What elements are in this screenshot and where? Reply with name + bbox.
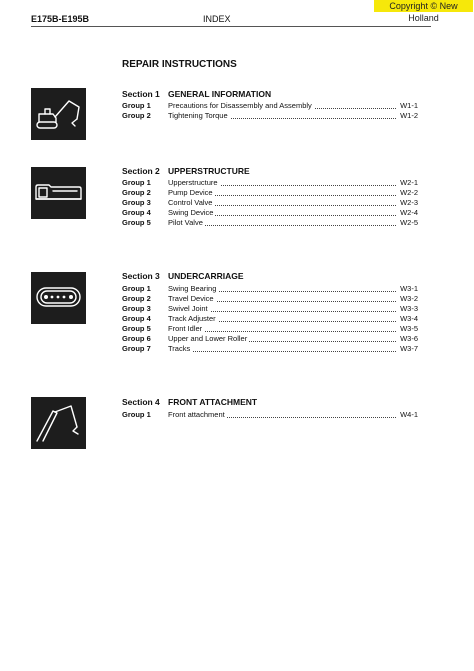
group-label: Group 5 xyxy=(122,218,151,227)
group-title: Front Idler xyxy=(168,324,203,333)
group-label: Group 1 xyxy=(122,410,151,419)
section-title: UPPERSTRUCTURE xyxy=(168,166,250,176)
section-number: Section 1 xyxy=(122,89,160,99)
toc-leader xyxy=(168,198,418,208)
toc-entry[interactable] xyxy=(122,198,418,208)
toc-leader xyxy=(168,334,418,344)
group-label: Group 1 xyxy=(122,101,151,110)
group-title: Swing Bearing xyxy=(168,284,217,293)
toc-entry[interactable] xyxy=(122,314,418,324)
toc-entry[interactable] xyxy=(122,284,418,294)
group-title: Swing Device xyxy=(168,208,214,217)
toc-entry[interactable] xyxy=(122,304,418,314)
document-model: E175B-E195B xyxy=(31,14,90,24)
group-label: Group 5 xyxy=(122,324,151,333)
section-number: Section 2 xyxy=(122,166,160,176)
group-title: Control Valve xyxy=(168,198,213,207)
group-label: Group 2 xyxy=(122,188,151,197)
toc-entry[interactable] xyxy=(122,188,418,198)
group-title: Pilot Valve xyxy=(168,218,203,227)
upperstructure-icon xyxy=(31,167,86,219)
toc-entry[interactable] xyxy=(122,294,418,304)
toc-leader xyxy=(168,208,418,218)
group-title: Pump Device xyxy=(168,188,213,197)
page-code: W3-5 xyxy=(400,324,418,333)
crawler-track-icon xyxy=(31,272,86,324)
toc-leader xyxy=(168,294,418,304)
group-title: Track Adjuster xyxy=(168,314,216,323)
group-label: Group 6 xyxy=(122,334,151,343)
toc-leader xyxy=(168,178,418,188)
toc-entry[interactable] xyxy=(122,208,418,218)
page-code: W3-7 xyxy=(400,344,418,353)
group-label: Group 3 xyxy=(122,304,151,313)
toc-leader xyxy=(168,344,418,354)
toc-leader xyxy=(168,304,418,314)
page-code: W4-1 xyxy=(400,410,418,419)
toc-entry[interactable] xyxy=(122,344,418,354)
toc-leader xyxy=(168,188,418,198)
group-label: Group 2 xyxy=(122,111,151,120)
page-code: W2-4 xyxy=(400,208,418,217)
group-label: Group 1 xyxy=(122,178,151,187)
boom-arm-icon xyxy=(31,397,86,449)
page-code: W3-6 xyxy=(400,334,418,343)
toc-entry[interactable] xyxy=(122,218,418,228)
page-code: W3-4 xyxy=(400,314,418,323)
section-title: UNDERCARRIAGE xyxy=(168,271,244,281)
group-label: Group 3 xyxy=(122,198,151,207)
toc-entry[interactable] xyxy=(122,334,418,344)
toc-leader xyxy=(168,218,418,228)
section-number: Section 3 xyxy=(122,271,160,281)
group-title: Tracks xyxy=(168,344,191,353)
group-label: Group 2 xyxy=(122,294,151,303)
page-code: W3-1 xyxy=(400,284,418,293)
group-title: Front attachment xyxy=(168,410,225,419)
section-number: Section 4 xyxy=(122,397,160,407)
page-code: W2-3 xyxy=(400,198,418,207)
group-title: Tightening Torque xyxy=(168,111,228,120)
excavator-side-icon xyxy=(31,88,86,140)
toc-leader xyxy=(168,101,418,111)
toc-entry[interactable] xyxy=(122,410,418,420)
page-code: W2-5 xyxy=(400,218,418,227)
toc-entry[interactable] xyxy=(122,111,418,121)
toc-leader xyxy=(168,284,418,294)
toc-entry[interactable] xyxy=(122,324,418,334)
toc-leader xyxy=(168,314,418,324)
group-label: Group 4 xyxy=(122,314,151,323)
group-label: Group 1 xyxy=(122,284,151,293)
toc-leader xyxy=(168,410,418,420)
copyright-watermark: Copyright © New Holland xyxy=(374,0,473,12)
section-title: FRONT ATTACHMENT xyxy=(168,397,258,407)
toc-entry[interactable] xyxy=(122,178,418,188)
page-code: W3-2 xyxy=(400,294,418,303)
group-title: Upperstructure xyxy=(168,178,218,187)
group-label: Group 4 xyxy=(122,208,151,217)
page-title: REPAIR INSTRUCTIONS xyxy=(122,59,237,70)
page-code: W1-2 xyxy=(400,111,418,120)
page-code: W2-2 xyxy=(400,188,418,197)
group-title: Upper and Lower Roller xyxy=(168,334,248,343)
group-title: Travel Device xyxy=(168,294,214,303)
group-label: Group 7 xyxy=(122,344,151,353)
document-index-title: INDEX xyxy=(203,14,231,24)
page-code: W3-3 xyxy=(400,304,418,313)
header-divider xyxy=(31,26,431,27)
page-code: W1-1 xyxy=(400,101,418,110)
toc-entry[interactable] xyxy=(122,101,418,111)
toc-leader xyxy=(168,111,418,121)
toc-leader xyxy=(168,324,418,334)
group-title: Swivel Joint xyxy=(168,304,208,313)
page-code: W2-1 xyxy=(400,178,418,187)
group-title: Precautions for Disassembly and Assembly xyxy=(168,101,312,110)
section-title: GENERAL INFORMATION xyxy=(168,89,272,99)
